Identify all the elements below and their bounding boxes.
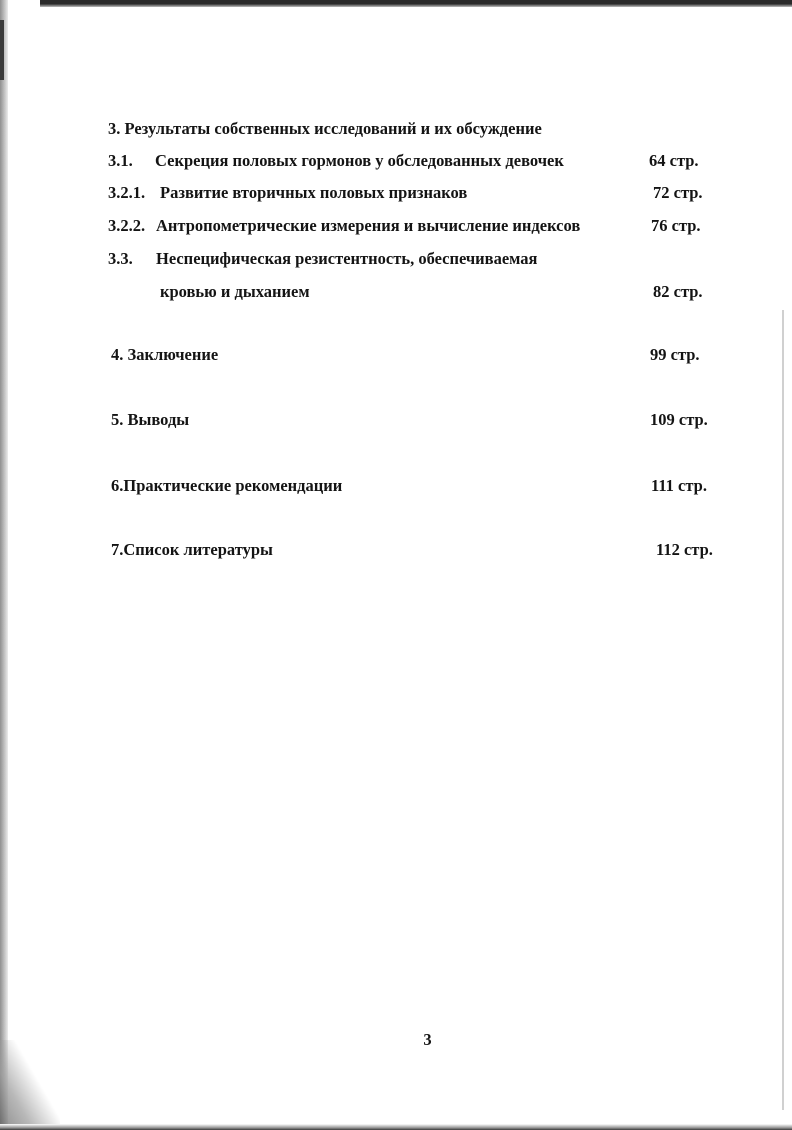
toc-section-page: 111 стр.: [651, 476, 707, 495]
scan-left-shadow: [0, 20, 4, 80]
section-3-heading: 3. Результаты собственных исследований и их обсуждение: [108, 119, 542, 138]
toc-entry-title: Секреция половых гормонов у обследованных девочек: [155, 151, 564, 170]
toc-section-title: 7.Список литературы: [111, 540, 273, 559]
toc-entry-number: 3.1.: [108, 151, 133, 170]
scan-corner-shadow: [0, 1040, 60, 1130]
toc-entry-title: Развитие вторичных половых признаков: [160, 183, 468, 202]
toc-entry-number: 3.3.: [108, 249, 133, 268]
toc-section-title: 5. Выводы: [111, 410, 190, 429]
page-number: 3: [423, 1030, 432, 1049]
toc-entry-page: 64 стр.: [649, 151, 699, 170]
toc-entry-page: 72 стр.: [653, 183, 703, 202]
scan-right-edge: [782, 310, 784, 1110]
toc-section-page: 109 стр.: [650, 410, 708, 429]
scan-top-edge: [0, 0, 792, 7]
toc-section-page: 99 стр.: [650, 345, 700, 364]
scan-bottom-edge: [0, 1124, 792, 1130]
toc-entry-page: 76 стр.: [651, 216, 701, 235]
toc-entry-page: 82 стр.: [653, 282, 703, 301]
toc-section-title: 4. Заключение: [111, 345, 219, 364]
toc-entry-number: 3.2.2.: [108, 216, 146, 235]
toc-section-title: 6.Практические рекомендации: [111, 476, 343, 495]
toc-entry-title: Неспецифическая резистентность, обеспечиваемая: [156, 249, 538, 268]
toc-entry-number: 3.2.1.: [108, 183, 146, 202]
toc-section-page: 112 стр.: [656, 540, 713, 559]
toc-entry-title-continuation: кровью и дыханием: [160, 282, 310, 301]
toc-entry-title: Антропометрические измерения и вычисление индексов: [156, 216, 581, 235]
scan-left-edge: [0, 0, 8, 1130]
